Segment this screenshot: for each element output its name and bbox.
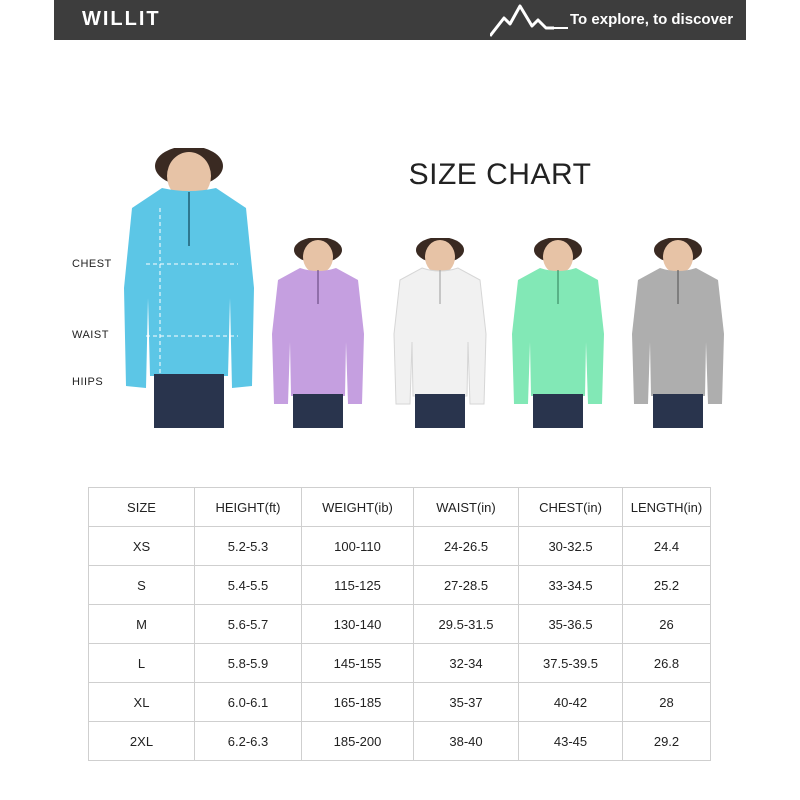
table-row bbox=[89, 566, 711, 605]
table-cell: L bbox=[89, 644, 195, 683]
header-length: LENGTH(in) bbox=[623, 488, 711, 527]
table-row bbox=[89, 644, 711, 683]
table-cell: M bbox=[89, 605, 195, 644]
table-cell: XS bbox=[89, 527, 195, 566]
model-blue-shirt bbox=[116, 148, 262, 428]
model-gray-shirt bbox=[626, 238, 730, 428]
table-cell: 25.2 bbox=[623, 566, 711, 605]
table-cell: 5.2-5.3 bbox=[195, 527, 302, 566]
size-table bbox=[88, 487, 711, 761]
model-purple-shirt bbox=[266, 238, 370, 428]
table-cell: 38-40 bbox=[414, 722, 519, 761]
table-cell: 145-155 bbox=[302, 644, 414, 683]
table-cell: 35-37 bbox=[414, 683, 519, 722]
model-mint-shirt bbox=[506, 238, 610, 428]
table-cell: 165-185 bbox=[302, 683, 414, 722]
table-cell: 5.4-5.5 bbox=[195, 566, 302, 605]
mountain-logo-icon bbox=[490, 2, 570, 38]
table-cell: 32-34 bbox=[414, 644, 519, 683]
table-cell: 130-140 bbox=[302, 605, 414, 644]
waist-label: WAIST bbox=[72, 329, 109, 341]
table-cell: 37.5-39.5 bbox=[519, 644, 623, 683]
brand-logo: WILLIT bbox=[82, 8, 161, 30]
table-cell: 24.4 bbox=[623, 527, 711, 566]
table-cell: 28 bbox=[623, 683, 711, 722]
table-row bbox=[89, 605, 711, 644]
table-cell: S bbox=[89, 566, 195, 605]
table-cell: 35-36.5 bbox=[519, 605, 623, 644]
size-chart-title: SIZE CHART bbox=[408, 158, 592, 191]
table-cell: 29.5-31.5 bbox=[414, 605, 519, 644]
hips-label: HIIPS bbox=[72, 376, 104, 388]
slogan: To explore, to discover bbox=[570, 11, 734, 28]
table-header-row bbox=[89, 488, 711, 527]
header-waist: WAIST(in) bbox=[414, 488, 519, 527]
header-chest: CHEST(in) bbox=[519, 488, 623, 527]
table-cell: 26 bbox=[623, 605, 711, 644]
chest-label: CHEST bbox=[72, 258, 112, 270]
table-cell: 33-34.5 bbox=[519, 566, 623, 605]
table-cell: 185-200 bbox=[302, 722, 414, 761]
table-cell: 100-110 bbox=[302, 527, 414, 566]
table-cell: 27-28.5 bbox=[414, 566, 519, 605]
table-cell: 115-125 bbox=[302, 566, 414, 605]
table-cell: 40-42 bbox=[519, 683, 623, 722]
header-weight: WEIGHT(ib) bbox=[302, 488, 414, 527]
table-row bbox=[89, 527, 711, 566]
table-cell: XL bbox=[89, 683, 195, 722]
header-bar bbox=[54, 0, 746, 40]
table-cell: 5.6-5.7 bbox=[195, 605, 302, 644]
table-row bbox=[89, 683, 711, 722]
table-cell: 29.2 bbox=[623, 722, 711, 761]
table-cell: 2XL bbox=[89, 722, 195, 761]
table-cell: 24-26.5 bbox=[414, 527, 519, 566]
header-height: HEIGHT(ft) bbox=[195, 488, 302, 527]
table-cell: 6.2-6.3 bbox=[195, 722, 302, 761]
table-cell: 26.8 bbox=[623, 644, 711, 683]
header-size: SIZE bbox=[89, 488, 195, 527]
table-cell: 43-45 bbox=[519, 722, 623, 761]
model-white-shirt bbox=[388, 238, 492, 428]
table-cell: 5.8-5.9 bbox=[195, 644, 302, 683]
table-row bbox=[89, 722, 711, 761]
table-cell: 6.0-6.1 bbox=[195, 683, 302, 722]
table-cell: 30-32.5 bbox=[519, 527, 623, 566]
